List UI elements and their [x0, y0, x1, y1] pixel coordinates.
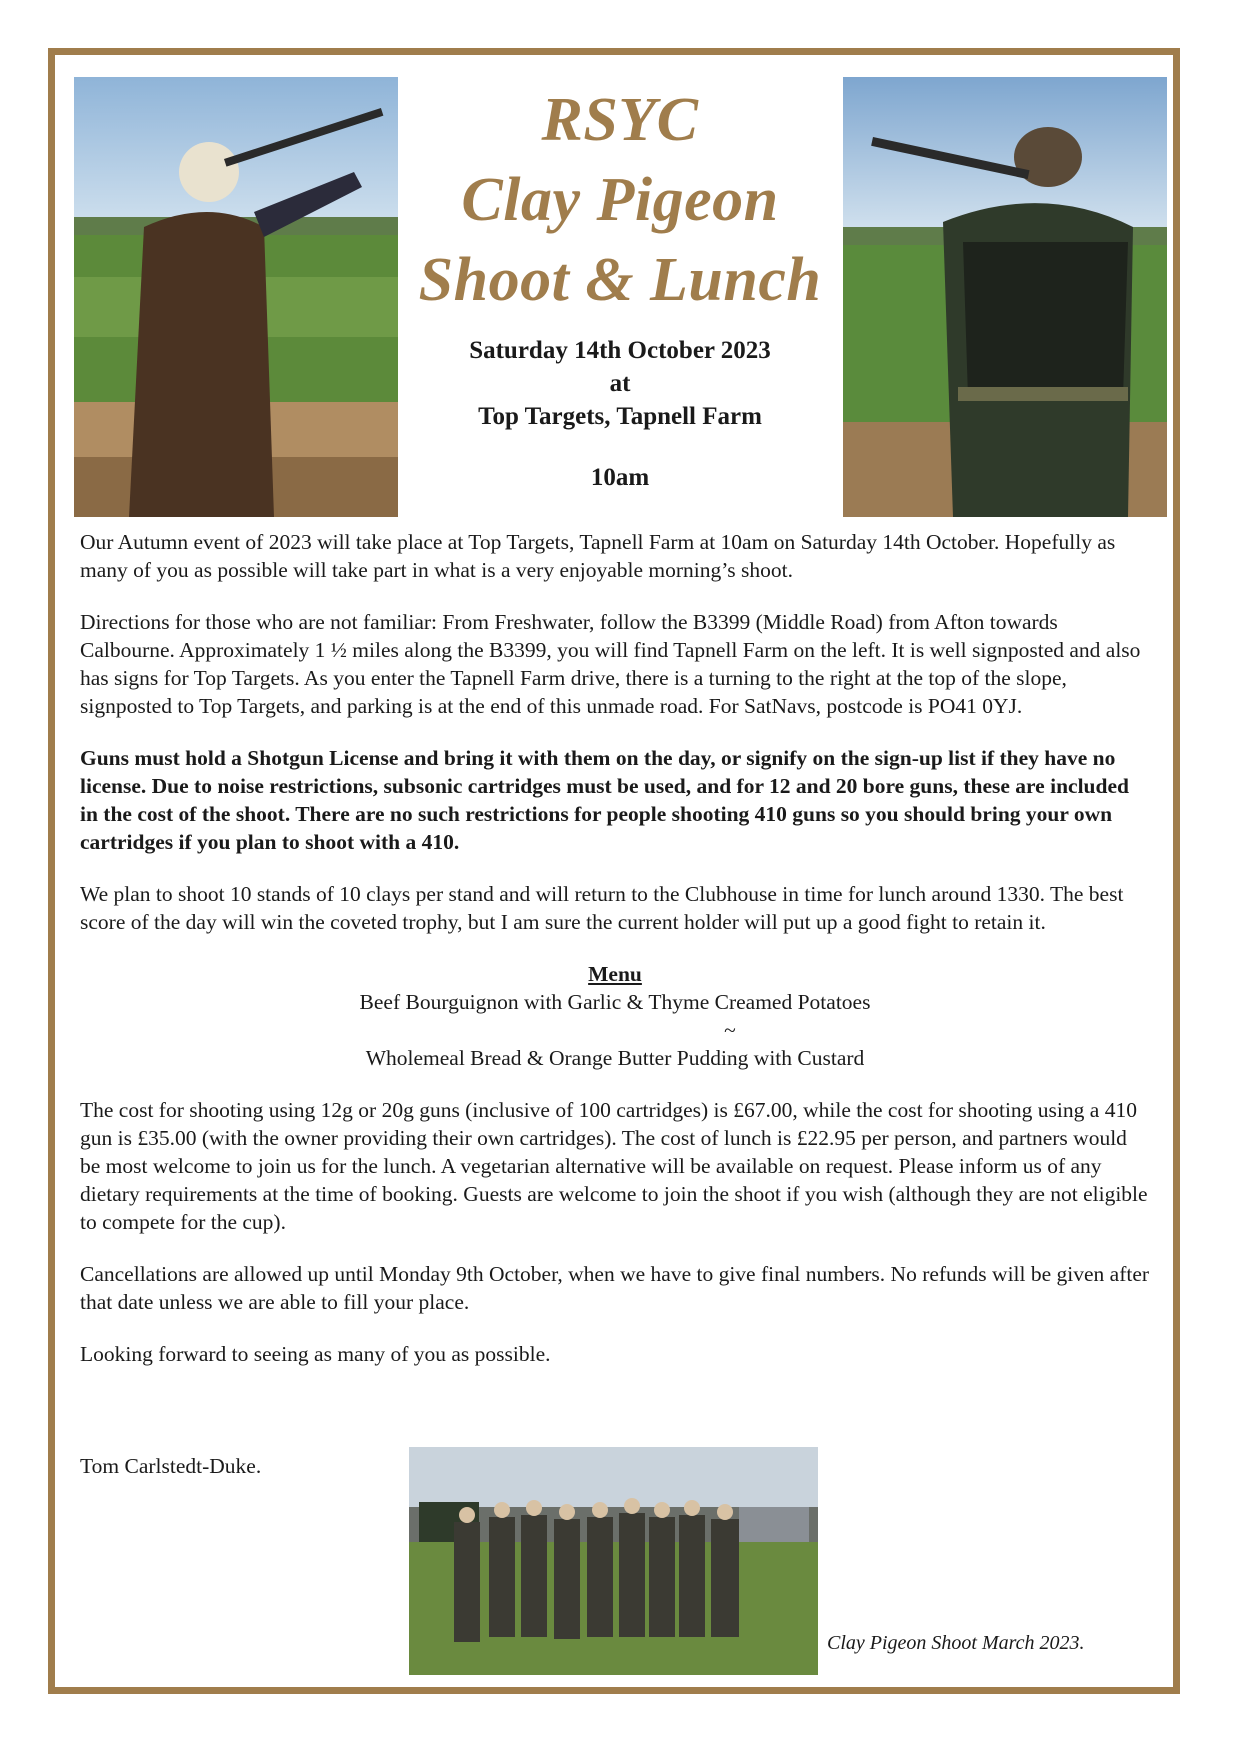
event-venue: Top Targets, Tapnell Farm [478, 403, 762, 430]
group-photo [409, 1447, 818, 1675]
intro-paragraph: Our Autumn event of 2023 will take place at Top Targets, Tapnell Farm at 10am on Saturday 14th October. Hopefully as many of you as possible will take part in what is a very enjoyable morning’s shoot. [80, 530, 1116, 582]
closing-paragraph: Looking forward to seeing as many of you as possible. [80, 1342, 551, 1366]
event-title [400, 80, 840, 320]
event-time: 10am [590, 464, 650, 491]
directions-paragraph: Directions for those who are not familiar: From Freshwater, follow the B3399 (Middle Road) from Afton towards Calbourne. Approximately 1 ½ miles along the B3399, you will find Tapnell Farm on the left. It is well signposted and also has signs for Top Targets. As you enter the Tapnell Farm drive, there is a turning to the right at the top of the slope, signposted to Top Targets, and parking is at the end of this unmade road. For SatNavs, postcode is PO41 0YJ. [80, 610, 1141, 718]
shooter-right-photo [843, 77, 1167, 517]
event-info [400, 334, 840, 494]
menu-main-course: Beef Bourguignon with Garlic & Thyme Creamed Potatoes [359, 990, 871, 1014]
event-date: Saturday 14th October 2023 [469, 337, 771, 364]
shooter-left-photo [74, 77, 398, 517]
cancellation-paragraph: Cancellations are allowed up until Monday 9th October, when we have to give final numbers. No refunds will be given after that date unless we are able to fill your place. [80, 1262, 1150, 1314]
signature: Tom Carlstedt-Duke. [80, 1454, 262, 1478]
title-line-lunch: Shoot & Lunch [418, 246, 822, 314]
menu-heading: Menu [588, 962, 642, 986]
license-paragraph: Guns must hold a Shotgun License and bring it with them on the day, or signify on the sign-up list if they have no license. Due to noise restrictions, subsonic cartridges must be used, and for 12 and 20 bore guns, these are included in the cost of the shoot. There are no such restrictions for people shooting 410 guns so you should bring your own cartridges if you plan to shoot with a 410. [80, 746, 1129, 854]
title-line-club: RSYC [541, 86, 699, 154]
title-line-event: Clay Pigeon [461, 166, 779, 234]
menu-section [80, 960, 1150, 1072]
photo-caption: Clay Pigeon Shoot March 2023. [827, 1632, 1085, 1654]
menu-dessert: Wholemeal Bread & Orange Butter Pudding with Custard [365, 1046, 865, 1070]
cost-paragraph: The cost for shooting using 12g or 20g guns (inclusive of 100 cartridges) is £67.00, while the cost for shooting using a 410 gun is £35.00 (with the owner providing their own cartridges). The cost of lunch is £22.95 per person, and partners would be most welcome to join us for the lunch. A vegetarian alternative will be available on request. Please inform us of any dietary requirements at the time of booking. Guests are welcome to join the shoot if you wish (although they are not eligible to compete for the cup). [80, 1098, 1148, 1234]
schedule-paragraph: We plan to shoot 10 stands of 10 clays per stand and will return to the Clubhouse in time for lunch around 1330. The best score of the day will win the coveted trophy, but I am sure the current holder will put up a good fight to retain it. [80, 882, 1124, 934]
letter-body [80, 528, 1150, 1392]
event-at: at [609, 370, 631, 397]
menu-separator: ~ [724, 1018, 736, 1042]
